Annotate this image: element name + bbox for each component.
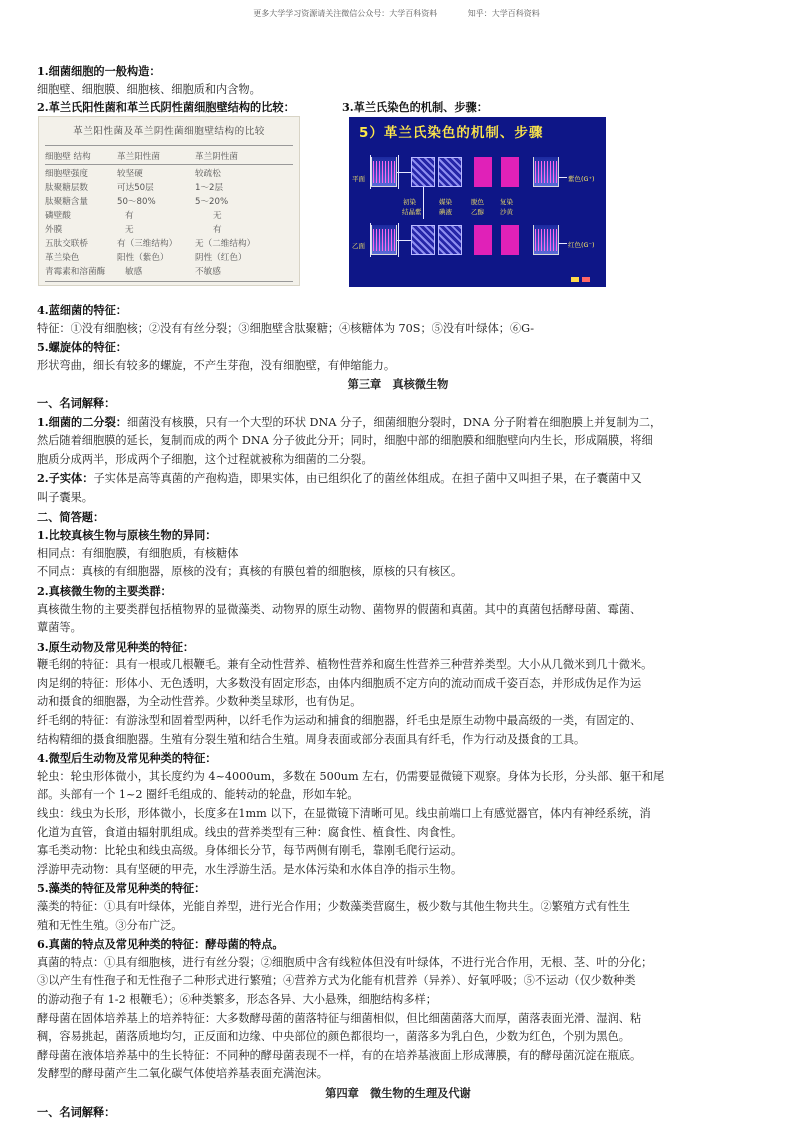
section-3-title: 3.革兰氏染色的机制、步骤： bbox=[342, 100, 488, 114]
table-cell: 可达50层 bbox=[117, 183, 154, 193]
decolor-square bbox=[474, 157, 492, 187]
table-cell: 有 bbox=[125, 211, 134, 221]
q6-line-2: ③以产生有性孢子和无性孢子二种形式进行繁殖；④营养方式为化能有机营养（异养）、好氧呼吸；⑤不运动（仅少数种类 bbox=[37, 974, 636, 988]
section-4-text: 特征：①没有细胞核；②没有有丝分裂；③细胞壁含肽聚糖；④核糖体为 70S；⑤没有叶绿体；⑥G- bbox=[37, 321, 535, 335]
q4-line-5: 寡毛类动物：比轮虫和线虫高级。身体细长分节，每节两侧有刚毛，靠刚毛爬行运动。 bbox=[37, 844, 463, 858]
q6-title: 6.真菌的特点及常见种类的特征：酵母菌的特点。 bbox=[37, 937, 284, 952]
arrow-line bbox=[559, 177, 567, 178]
table-cell: 细胞壁强度 bbox=[45, 169, 88, 179]
q4-line-3: 线虫：线虫为长形，形体微小，长度多在1mm 以下，在显微镜下清晰可见。线虫前端口上有感觉器官，体内有神经系统，消 bbox=[37, 807, 651, 821]
section-4-title: 4.蓝细菌的特征： bbox=[37, 303, 127, 317]
label-tuose: 脱色 bbox=[471, 198, 484, 206]
table-cell: 阳性（紫色） bbox=[117, 253, 169, 263]
section-5-text: 形状弯曲，细长有较多的螺旋，不产生芽孢，没有细胞壁，有伸缩能力。 bbox=[37, 358, 396, 372]
main-content bbox=[37, 301, 759, 1121]
q6-line-3: 的游动孢子有 1-2 根鞭毛）；⑥种类繁多，形态各异、大小悬殊，细胞结构多样； bbox=[37, 992, 437, 1006]
def-2-line-1: 子实体是高等真菌的产孢构造，即果实体，由已组织化了的菌丝体组成。在担子菌中又叫担子果，在子囊菌中又 bbox=[93, 472, 642, 486]
table-row bbox=[45, 265, 293, 278]
label-furan: 复染 bbox=[500, 198, 513, 206]
page-header bbox=[0, 8, 793, 19]
ch4-part1-heading: 一、名词解释： bbox=[37, 1104, 116, 1119]
gram-title: 5）革兰氏染色的机制、步骤 bbox=[359, 125, 544, 141]
arrow-line bbox=[397, 172, 411, 173]
stripe-pattern bbox=[535, 161, 557, 183]
table-row bbox=[45, 195, 293, 208]
table-header-cell: 革兰阴性菌 bbox=[195, 152, 238, 162]
counterstain-square bbox=[501, 157, 519, 187]
stripe-pattern bbox=[535, 229, 557, 251]
q2-line-1: 真核微生物的主要类群包括植物界的显微藻类、动物界的原生动物、菌物界的假菌和真菌。其中的真菌包括酵母菌、霉菌、 bbox=[37, 602, 642, 616]
table-title: 革兰阳性菌及革兰阴性菌细胞壁结构的比较 bbox=[73, 126, 265, 137]
table-cell: 有 bbox=[213, 225, 222, 235]
table-cell: 五肽交联桥 bbox=[45, 239, 88, 249]
nav-icon bbox=[571, 277, 579, 282]
table-row bbox=[45, 167, 293, 180]
table-cell: 有（三维结构） bbox=[117, 239, 178, 249]
q3-line-1: 鞭毛纲的特征：具有一根或几根鞭毛。兼有全动性营养、植物性营养和腐生性营养三种营养类型。大小从几微米到几十微米。 bbox=[37, 658, 653, 672]
iodine-square bbox=[438, 225, 462, 255]
q5-line-1: 藻类的特征：①具有叶绿体，光能自养型，进行光合作用；少数藻类营腐生，极少数与其他生物共生。②繁殖方式有性生 bbox=[37, 900, 630, 913]
bracket-line bbox=[370, 223, 371, 257]
counterstain-square bbox=[501, 225, 519, 255]
section-5-title: 5.螺旋体的特征： bbox=[37, 340, 127, 355]
q4-line-1: 轮虫：轮虫形体微小，其长度约为 4~4000um，多数在 500um 左右，仍需要显微镜下观察。身体为长形，分头部、躯干和尾 bbox=[37, 769, 665, 783]
table-cell: 无（二维结构） bbox=[195, 239, 256, 249]
decolor-square bbox=[474, 225, 492, 255]
label-safranin: 沙黄 bbox=[500, 208, 513, 216]
table-cell: 较疏松 bbox=[195, 169, 221, 179]
table-header-row bbox=[45, 150, 293, 163]
connector-line bbox=[423, 187, 424, 219]
nav-icon bbox=[582, 277, 590, 282]
table-cell: 外膜 bbox=[45, 225, 63, 235]
label-yimian: 乙面 bbox=[352, 242, 365, 250]
q6-line-7: 发酵型的酵母菌产生二氧化碳气体使培养基表面充满泡沫。 bbox=[37, 1067, 328, 1081]
ch3-part2-heading: 二、简答题： bbox=[37, 509, 105, 524]
chapter-4-title: 第四章 微生物的生理及代谢 bbox=[325, 1085, 471, 1100]
label-iodine: 碘液 bbox=[439, 208, 452, 216]
label-pingmian: 平面 bbox=[352, 175, 365, 183]
q4-title: 4.微型后生动物及常见种类的特征： bbox=[37, 751, 217, 766]
cell-wall-comparison-table bbox=[38, 116, 300, 286]
q3-line-2: 肉足纲的特征：形体小、无色透明，大多数没有固定形态，由体内细胞质不定方向的流动而成千姿百态，并形成伪足作为运 bbox=[37, 676, 642, 690]
def-2-title: 2.子实体： bbox=[37, 471, 94, 486]
table-rule-mid bbox=[45, 164, 293, 165]
q6-line-6: 酵母菌在液体培养基中的生长特征：不同种的酵母菌表现不一样，有的在培养基液面上形成薄膜，有的酵母菌沉淀在瓶底。 bbox=[37, 1048, 642, 1062]
q3-line-4: 纤毛纲的特征：有游泳型和固着型两种，以纤毛作为运动和捕食的细胞器，纤毛虫是原生动物中最高级的一类，有固定的、 bbox=[37, 714, 642, 728]
section-2-title: 2.革兰氏阳性菌和革兰氏阴性菌细胞壁结构的比较： bbox=[37, 100, 295, 114]
def-1-line-3: 胞质分成两半，形成两个子细胞，这个过程就被称为细菌的二分裂。 bbox=[37, 452, 373, 466]
table-row bbox=[45, 181, 293, 194]
label-chuan: 初染 bbox=[403, 198, 416, 206]
table-cell: 无 bbox=[125, 225, 134, 235]
arrow-line bbox=[559, 243, 567, 244]
q4-line-2: 部。头部有一个 1~2 圈纤毛组成的、能转动的轮盘，形如车轮。 bbox=[37, 788, 359, 802]
q5-title: 5.藻类的特征及常见种类的特征： bbox=[37, 881, 206, 896]
crystal-violet-square bbox=[411, 157, 435, 187]
iodine-square bbox=[438, 157, 462, 187]
q4-line-4: 化道为直管，食道由辐射肌组成。线虫的营养类型有三种：腐食性、植食性、肉食性。 bbox=[37, 825, 463, 839]
label-meiran: 媒染 bbox=[439, 198, 452, 206]
label-ethanol: 乙醇 bbox=[471, 208, 484, 216]
table-cell: 50～80% bbox=[117, 197, 156, 207]
table-rule-bottom bbox=[45, 281, 293, 282]
section-1-text: 细胞壁、细胞膜、细胞核、细胞质和内含物。 bbox=[37, 82, 261, 96]
q3-line-5: 结构精细的摄食细胞器。生殖有分裂生殖和结合生殖。周身表面或部分表面具有纤毛，作为行动及摄食的工具。 bbox=[37, 732, 586, 746]
header-right: 知乎：大学百科资料 bbox=[467, 9, 540, 18]
table-cell: 敏感 bbox=[125, 267, 143, 277]
q6-line-4: 酵母菌在固体培养基上的培养特征：大多数酵母菌的菌落特征与细菌相似，但比细菌菌落大而厚，菌落表面光滑、湿润、粘 bbox=[37, 1011, 642, 1025]
label-purple: 紫色(G⁺) bbox=[568, 175, 595, 183]
table-cell: 肽聚糖含量 bbox=[45, 197, 88, 207]
q4-line-6: 浮游甲壳动物：具有坚硬的甲壳，水生浮游生活。是水体污染和水体自净的指示生物。 bbox=[37, 862, 463, 876]
def-2-line-2: 叫子囊果。 bbox=[37, 490, 93, 504]
table-rule-top bbox=[45, 145, 293, 146]
q1-title: 1.比较真核生物与原核生物的异同： bbox=[37, 528, 217, 543]
table-cell: 无 bbox=[213, 211, 222, 221]
section-1 bbox=[37, 62, 759, 99]
label-red: 红色(G⁻) bbox=[568, 241, 595, 249]
stripe-pattern bbox=[373, 229, 395, 251]
table-cell: 革兰染色 bbox=[45, 253, 80, 263]
section-1-title: 1.细菌细胞的一般构造： bbox=[37, 64, 161, 78]
bracket-line bbox=[370, 155, 371, 189]
gram-stain-diagram bbox=[349, 117, 606, 287]
chapter-3-title: 第三章 真核微生物 bbox=[347, 377, 449, 392]
table-cell: 磷壁酸 bbox=[45, 211, 71, 221]
table-header-cell: 革兰阳性菌 bbox=[117, 152, 160, 162]
table-cell: 青霉素和溶菌酶 bbox=[45, 267, 106, 277]
q3-line-3: 动和摄食的细胞器，为全动性营养。少数种类呈球形，也有伪足。 bbox=[37, 695, 362, 709]
table-header-cell: 细胞壁 结构 bbox=[45, 152, 91, 162]
table-row bbox=[45, 237, 293, 250]
stripe-pattern bbox=[373, 161, 395, 183]
table-cell: 较坚硬 bbox=[117, 169, 143, 179]
crystal-violet-square bbox=[411, 225, 435, 255]
table-row bbox=[45, 209, 293, 222]
arrow-line bbox=[397, 240, 411, 241]
table-cell: 阴性（红色） bbox=[195, 253, 247, 263]
header-left: 更多大学学习资源请关注微信公众号：大学百科资料 bbox=[253, 9, 438, 18]
q1-line-2: 不同点：真核的有细胞器，原核的没有；真核的有膜包着的细胞核，原核的只有核区。 bbox=[37, 565, 463, 579]
def-1-line-1: 细菌没有核膜，只有一个大型的环状 DNA 分子，细菌细胞分裂时，DNA 分子附着在细胞膜上并复制为二， bbox=[127, 415, 662, 429]
q6-line-1: 真菌的特点：①具有细胞核，进行有丝分裂；②细胞质中含有线粒体但没有叶绿体，不进行光合作用，无根、茎、叶的分化； bbox=[37, 955, 653, 969]
q1-line-1: 相同点：有细胞膜，有细胞质，有核糖体 bbox=[37, 546, 239, 560]
table-cell: 1～2层 bbox=[195, 183, 224, 193]
q6-line-5: 稠，容易挑起，菌落质地均匀，正反面和边缘、中央部位的颜色都很均一，菌落多为乳白色，少数为红色，个别为黑色。 bbox=[37, 1030, 630, 1044]
table-row bbox=[45, 251, 293, 264]
def-1-line-2: 然后随着细胞膜的延长，复制而成的两个 DNA 分子彼此分开；同时，细胞中部的细胞膜和细胞壁向内生长，形成隔膜，将细 bbox=[37, 434, 653, 448]
table-cell: 不敏感 bbox=[195, 267, 221, 277]
label-crystal-violet: 结晶紫 bbox=[402, 208, 422, 216]
q3-title: 3.原生动物及常见种类的特征： bbox=[37, 639, 195, 654]
q2-title: 2.真核微生物的主要类群： bbox=[37, 583, 172, 598]
table-cell: 5～20% bbox=[195, 197, 229, 207]
ch3-part1-heading: 一、名词解释： bbox=[37, 395, 116, 410]
table-cell: 肽聚糖层数 bbox=[45, 183, 88, 193]
def-1-title: 1.细菌的二分裂： bbox=[37, 414, 127, 429]
table-row bbox=[45, 223, 293, 236]
q5-line-2: 殖和无性生殖。③分布广泛。 bbox=[37, 918, 183, 932]
q2-line-2: 蕈菌等。 bbox=[37, 621, 82, 635]
